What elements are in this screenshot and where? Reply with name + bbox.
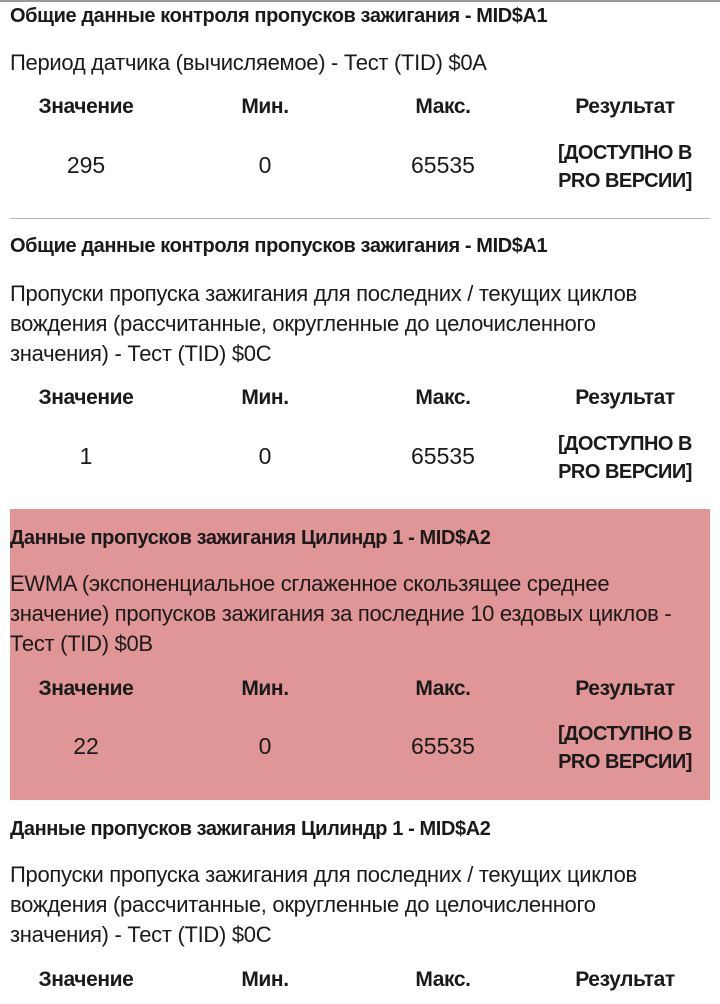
card-title: Общие данные контроля пропусков зажигания - MID$A1 (10, 235, 548, 257)
card-description: Пропуски пропуска зажигания для последних / текущих циклов вождения (рассчитанные, округленные до целочисленного значения) - Тест (TID) $0C (10, 281, 637, 366)
max-cell: 65535 (411, 733, 475, 759)
column-header-max: Макс. (415, 677, 471, 700)
column-header-value: Значение (38, 95, 134, 118)
min-cell: 0 (258, 152, 272, 178)
column-header-max: Макс. (415, 968, 471, 991)
value-cell: 295 (66, 152, 106, 178)
column-header-max: Макс. (415, 95, 471, 118)
column-header-value: Значение (38, 386, 134, 409)
column-header-min: Мин. (241, 386, 289, 409)
column-header-min: Мин. (241, 968, 289, 991)
max-cell: 65535 (411, 152, 475, 178)
column-header-min: Мин. (241, 677, 289, 700)
result-pro-locked[interactable]: [ДОСТУПНО В PRO ВЕРСИИ] (558, 433, 692, 483)
test-result-card[interactable] (10, 800, 710, 1004)
card-description: Период датчика (вычисляемое) - Тест (TID) $0A (10, 50, 487, 75)
column-header-result: Результат (575, 968, 675, 991)
min-cell: 0 (258, 443, 272, 469)
column-header-result: Результат (575, 95, 675, 118)
card-title: Данные пропусков зажигания Цилиндр 1 - MID$A2 (10, 527, 491, 549)
card-title: Данные пропусков зажигания Цилиндр 1 - MID$A2 (10, 818, 491, 840)
card-description: EWMA (экспоненциальное сглаженное скользящее среднее значение) пропусков зажигания за последние 10 ездовых циклов - Тест (TID) $0B (10, 571, 672, 656)
column-header-result: Результат (575, 677, 675, 700)
test-result-card[interactable] (10, 219, 710, 509)
result-pro-locked[interactable]: [ДОСТУПНО В PRO ВЕРСИИ] (558, 723, 692, 773)
column-header-max: Макс. (415, 386, 471, 409)
value-cell: 22 (73, 733, 99, 759)
column-header-min: Мин. (241, 95, 289, 118)
test-result-card[interactable] (10, 0, 710, 218)
max-cell: 65535 (411, 443, 475, 469)
value-cell: 1 (79, 443, 93, 469)
column-header-result: Результат (575, 386, 675, 409)
card-title: Общие данные контроля пропусков зажигания - MID$A1 (10, 5, 548, 27)
result-pro-locked[interactable]: [ДОСТУПНО В PRO ВЕРСИИ] (558, 142, 692, 192)
test-result-card-highlighted[interactable] (10, 509, 710, 800)
min-cell: 0 (258, 733, 272, 759)
card-description: Пропуски пропуска зажигания для последних / текущих циклов вождения (рассчитанные, округленные до целочисленного значения) - Тест (TID) $0C (10, 862, 637, 947)
column-header-value: Значение (38, 968, 134, 991)
column-header-value: Значение (38, 677, 134, 700)
